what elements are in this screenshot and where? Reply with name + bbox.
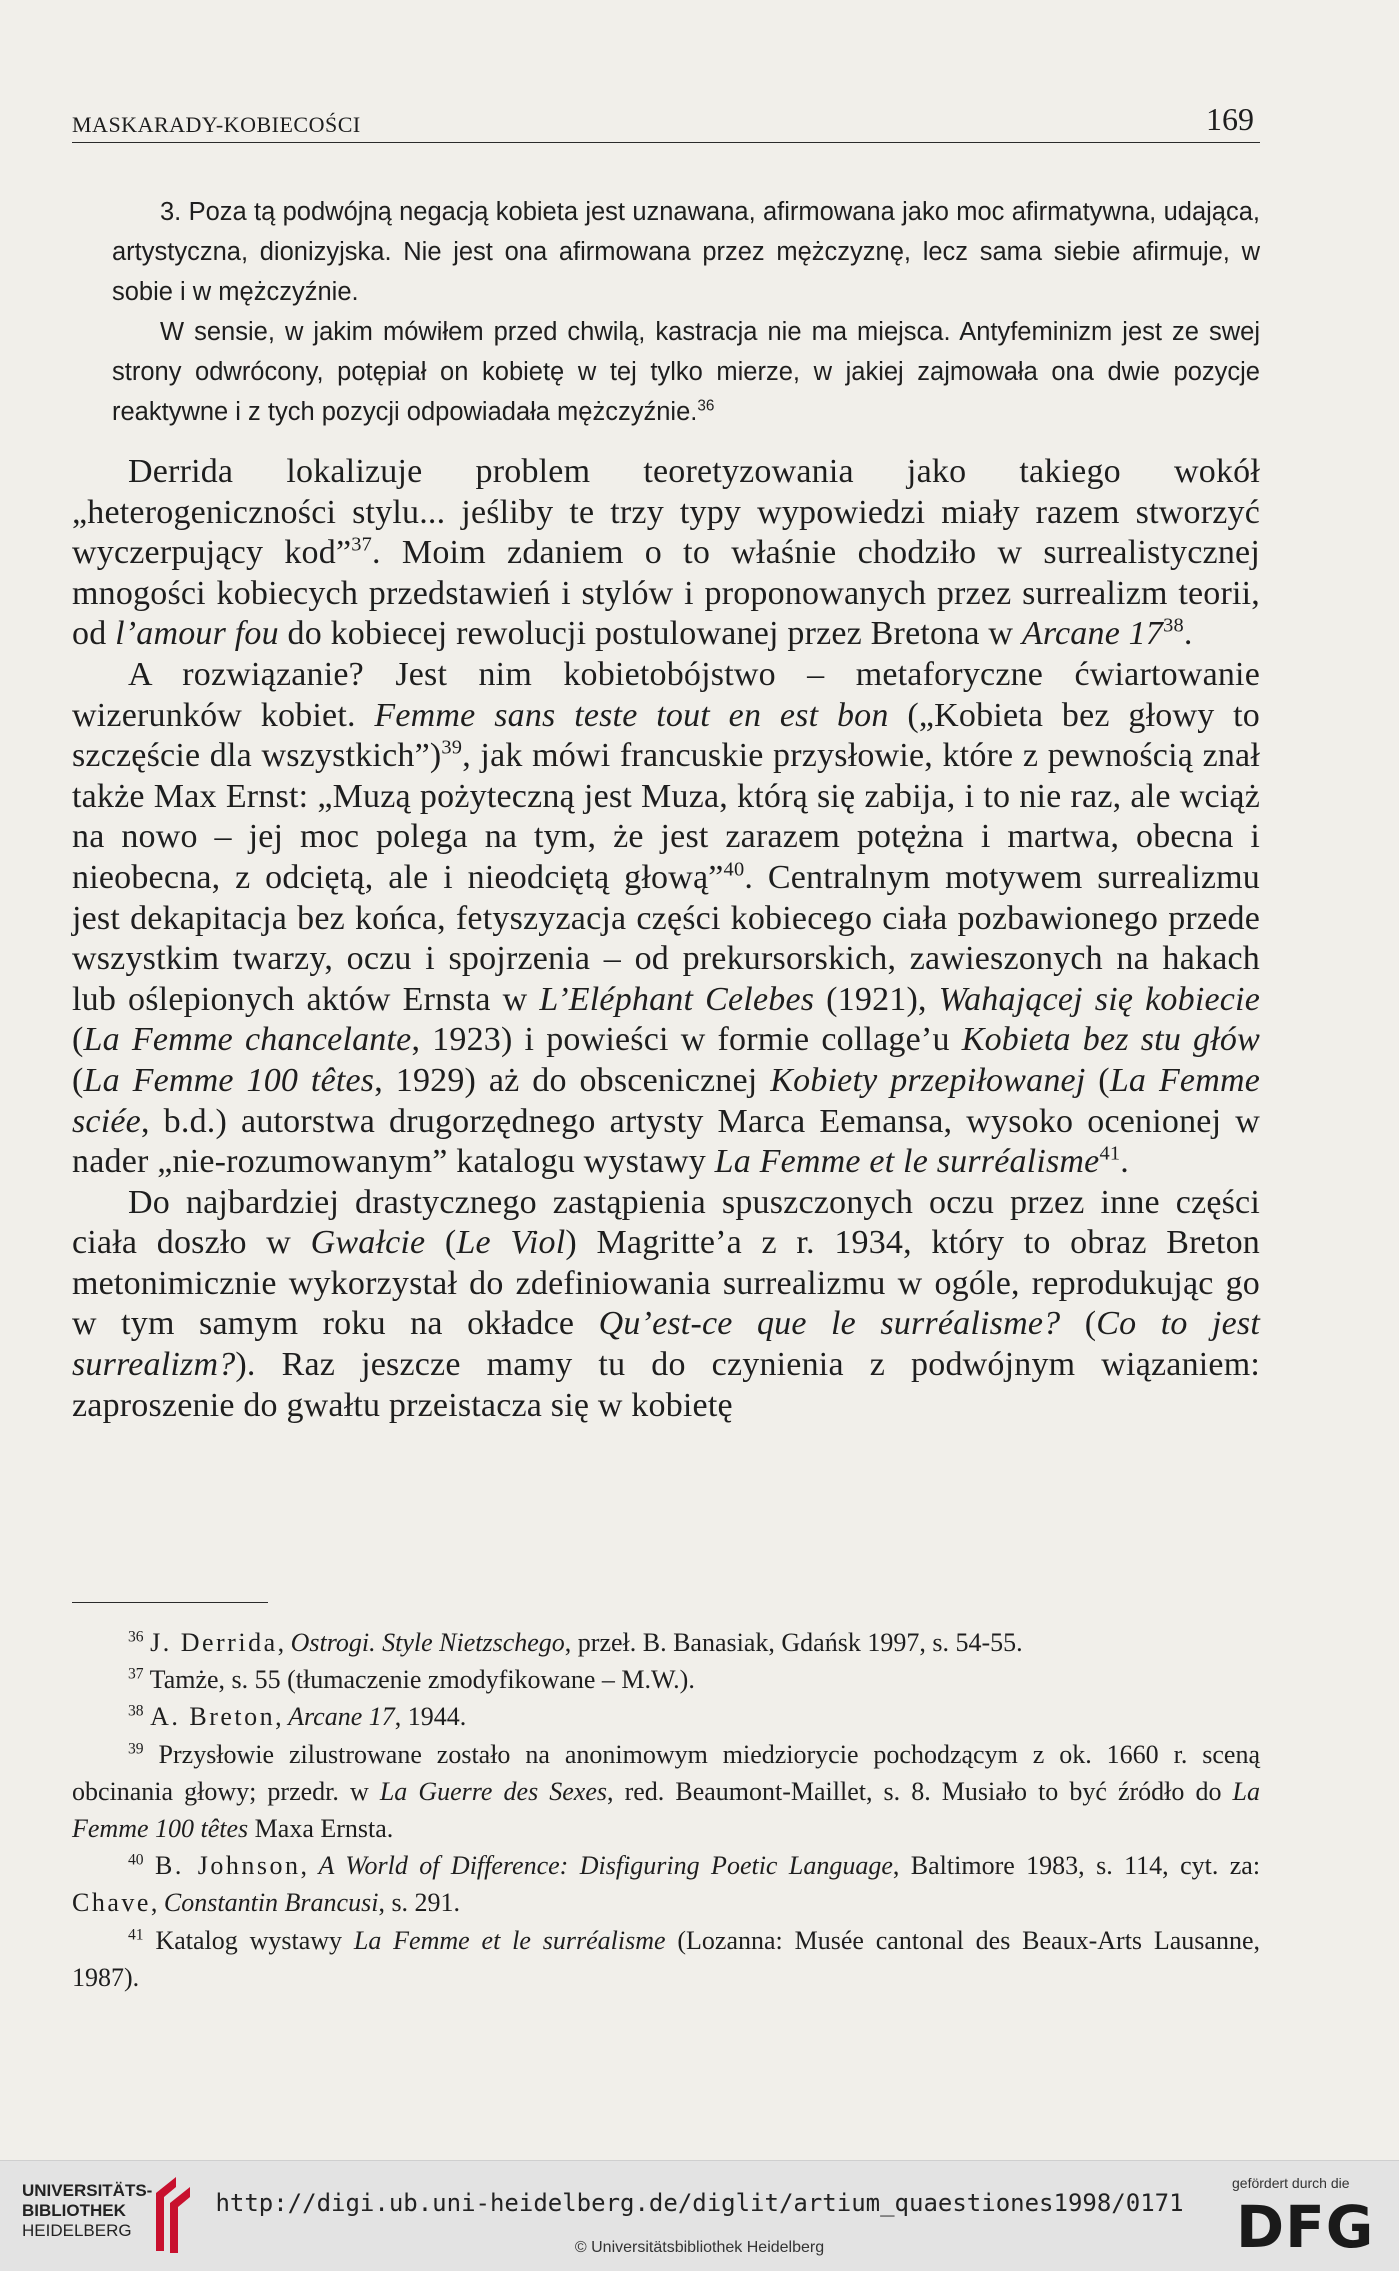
italic-title: l’amour fou — [115, 615, 279, 653]
italic-title: L’Eléphant Celebes — [539, 980, 815, 1018]
italic-title: Kobiety przepiłowanej — [770, 1061, 1086, 1099]
permalink-url[interactable]: http://digi.ub.uni-heidelberg.de/diglit/artium_quaestiones1998/0171 — [215, 2189, 1184, 2217]
text-span: do kobiecej rewolucji postulowanej przez Bretona w — [278, 615, 1022, 653]
footnote-number: 41 — [128, 1925, 144, 1943]
main-text — [72, 452, 1260, 1426]
text-span: , — [300, 1851, 319, 1881]
italic-title: A World of Difference: Disfiguring Poetic Language — [318, 1851, 893, 1881]
text-span: , 1923) i powieści w formie collage’u — [411, 1021, 962, 1059]
italic-title: Arcane 17 — [288, 1702, 395, 1732]
text-span: ( — [72, 1021, 84, 1059]
dfg-logo: DFG — [1236, 2193, 1375, 2261]
footnote-ref-40[interactable]: 40 — [723, 858, 745, 881]
text-span: ( — [1085, 1061, 1110, 1099]
text-span: . Centralnym motywem surrealizmu jest dekapitacja bez końca, fetyszyzacja części kobiecego ciała pozbawionego przede wszystkim twarzy, oczu i spojrzenia – od prekursorskich, zawieszonych na hakach lub oślepionych aktów Ernsta w — [72, 858, 1260, 1018]
italic-title: Ostrogi. Style Nietzschego — [290, 1628, 565, 1657]
text-span: , Baltimore 1983, s. 114, cyt. za: — [892, 1851, 1261, 1881]
quote-paragraph-1: 3. Poza tą podwójną negacją kobieta jest uznawana, afirmowana jako moc afirmatywna, udająca, artystyczna, dionizyjska. Nie jest ona afirmowana przez mężczyznę, lecz sama siebie afirmuje, w sobie i w mężczyźnie. — [112, 198, 1260, 306]
text-span: Do najbardziej drastycznego zastąpienia spuszczonych oczu przez inne części ciała doszło w — [72, 1183, 1260, 1262]
italic-title: La Femme 100 têtes — [72, 1776, 1261, 1844]
italic-title: La Femme sciée — [72, 1061, 1261, 1140]
quote-paragraph-2-text: W sensie, w jakim mówiłem przed chwilą, kastracja nie ma miejsca. Antyfeminizm jest ze swej strony odwrócony, potępiał on kobietę w tej tylko mierze, w jakiej zajmowała ona dwie pozycje reaktywne i z tych pozycji odpowiadała mężczyźnie. — [112, 318, 1260, 426]
text-span: („Kobieta bez głowy to szczęście dla wszystkich”) — [72, 696, 1260, 775]
text-span: , — [275, 1702, 289, 1732]
footnote-number: 38 — [128, 1702, 144, 1720]
text-span: Maxa Ernsta. — [248, 1814, 394, 1844]
digitization-footer — [0, 2160, 1399, 2271]
footnote-ref-39[interactable]: 39 — [441, 736, 463, 759]
quote-paragraph-2 — [112, 312, 1260, 432]
italic-title: La Femme et le surréalisme — [353, 1925, 666, 1955]
footnote-number: 36 — [128, 1628, 144, 1646]
footnote-number: 37 — [128, 1665, 144, 1683]
italic-title: Constantin Brancusi — [163, 1888, 379, 1918]
running-header — [72, 101, 1260, 143]
text-span: (Lozanna: Musée cantonal des Beaux-Arts Lausanne, 1987). — [72, 1925, 1260, 1992]
text-span: . — [1183, 615, 1193, 653]
italic-title: La Femme 100 têtes — [83, 1061, 375, 1099]
text-span: Derrida lokalizuje problem teoretyzowania jako takiego wokół „heterogeniczności stylu... jeśliby te trzy typy wypowiedzi miały razem stworzyć wyczerpujący kod” — [72, 453, 1260, 572]
text-span: Katalog wystawy — [155, 1925, 354, 1955]
text-span: , 1929) aż do obscenicznej — [374, 1061, 771, 1099]
text-span: ( — [425, 1224, 457, 1262]
text-span: , red. Beaumont-Maillet, s. 8. Musiało to być źródło do — [607, 1776, 1233, 1806]
italic-title: Arcane 17 — [1021, 615, 1164, 653]
block-quote — [112, 192, 1260, 432]
text-span: , — [150, 1888, 164, 1918]
text-span: . Moim zdaniem o to właśnie chodziło w surrealistycznej mnogości kobiecych przedstawień i stylów i proponowanych przez surrealizm teorii, od — [72, 534, 1260, 653]
footnote-number: 39 — [128, 1739, 144, 1757]
text-span: , 1944. — [394, 1702, 467, 1732]
footnote-ref-36[interactable]: 36 — [697, 397, 715, 415]
text-span: , s. 291. — [378, 1888, 461, 1918]
funding-note: gefördert durch die — [1232, 2175, 1350, 2191]
text-span: ( — [72, 1061, 84, 1099]
library-name-line: BIBLIOTHEK — [22, 2201, 126, 2220]
footnote-ref-37[interactable]: 37 — [351, 533, 373, 556]
footnote-ref-41[interactable]: 41 — [1099, 1142, 1121, 1165]
footnote-38 — [72, 1698, 1260, 1735]
copyright-notice: © Universitätsbibliothek Heidelberg — [574, 2239, 825, 2256]
library-name-line: UNIVERSITÄTS- — [22, 2181, 153, 2200]
footnote-number: 40 — [128, 1851, 144, 1869]
body-paragraph-2 — [72, 655, 1260, 1183]
italic-title: Co to jest surrealizm? — [72, 1305, 1260, 1384]
page-number: 169 — [1206, 101, 1254, 137]
footnotes — [72, 1624, 1260, 1996]
body-paragraph-3 — [72, 1183, 1260, 1427]
text-span: , — [277, 1628, 291, 1657]
footnote-40 — [72, 1847, 1260, 1921]
italic-title: Wahającej się kobiecie — [938, 980, 1260, 1018]
italic-title: Le Viol — [456, 1224, 566, 1262]
author-name: Chave — [72, 1888, 151, 1918]
italic-title: Kobieta bez stu głów — [961, 1021, 1260, 1059]
footnote-41 — [72, 1922, 1260, 1996]
text-span: Przysłowie zilustrowane zostało na anonimowym miedziorycie pochodzącym z ok. 1660 r. sceną obcinania głowy; przedr. w — [72, 1739, 1260, 1806]
text-span: , b.d.) autorstwa drugorzędnego artysty Marca Eemansa, wysoko ocenionej w nader „nie-rozumowanym” katalogu wystawy — [72, 1102, 1260, 1181]
footnote-divider — [72, 1602, 268, 1603]
author-name: A. Breton — [150, 1702, 276, 1732]
text-span: (1921), — [814, 980, 939, 1018]
italic-title: Femme sans teste tout en est bon — [374, 696, 889, 734]
text-span: , jak mówi francuskie przysłowie, które z pewnością znał także Max Ernst: „Muzą pożyteczną jest Muza, którą się zabija, i to nie raz, ale wciąż na nowo – jej moc polega na tym, że jest zarazem potężna i martwa, obecna i nieobecna, z odciętą, ale i nieodciętą głową” — [72, 737, 1260, 896]
italic-title: La Femme chancelante — [83, 1021, 412, 1059]
footnote-ref-38[interactable]: 38 — [1163, 615, 1184, 638]
italic-title: Gwałcie — [310, 1224, 426, 1262]
text-span: ) Magritte’a z r. 1934, który to obraz Breton metonimicznie wykorzystał do zdefiniowania surrealizmu w ogóle, reprodukując go w tym samym roku na okładce — [72, 1224, 1260, 1343]
footnote-36 — [72, 1624, 1260, 1661]
footnote-39 — [72, 1736, 1260, 1848]
text-span: , przeł. B. Banasiak, Gdańsk 1997, s. 54-55. — [564, 1628, 1023, 1657]
author-name: B. Johnson — [155, 1851, 301, 1881]
text-span: A rozwiązanie? Jest nim kobietobójstwo – metaforyczne ćwiartowanie wizerunków kobiet. — [72, 655, 1260, 734]
text-span: Tamże, s. 55 (tłumaczenie zmodyfikowane – M.W.). — [149, 1665, 695, 1695]
text-span: ( — [1060, 1305, 1097, 1343]
library-name-line: HEIDELBERG — [22, 2221, 132, 2240]
italic-title: La Guerre des Sexes — [379, 1776, 608, 1806]
author-name: J. Derrida — [150, 1628, 278, 1657]
running-title: MASKARADY-KOBIECOŚCI — [72, 112, 361, 137]
text-span: . — [1120, 1143, 1129, 1181]
text-span: ). Raz jeszcze mamy tu do czynienia z podwójnym wiązaniem: zaproszenie do gwałtu przeistacza się w kobietę — [72, 1346, 1260, 1424]
body-paragraph-1 — [72, 452, 1260, 655]
italic-title: Qu’est-ce que le surréalisme? — [598, 1305, 1061, 1343]
italic-title: La Femme et le surréalisme — [714, 1143, 1100, 1181]
footnote-37 — [72, 1661, 1260, 1698]
